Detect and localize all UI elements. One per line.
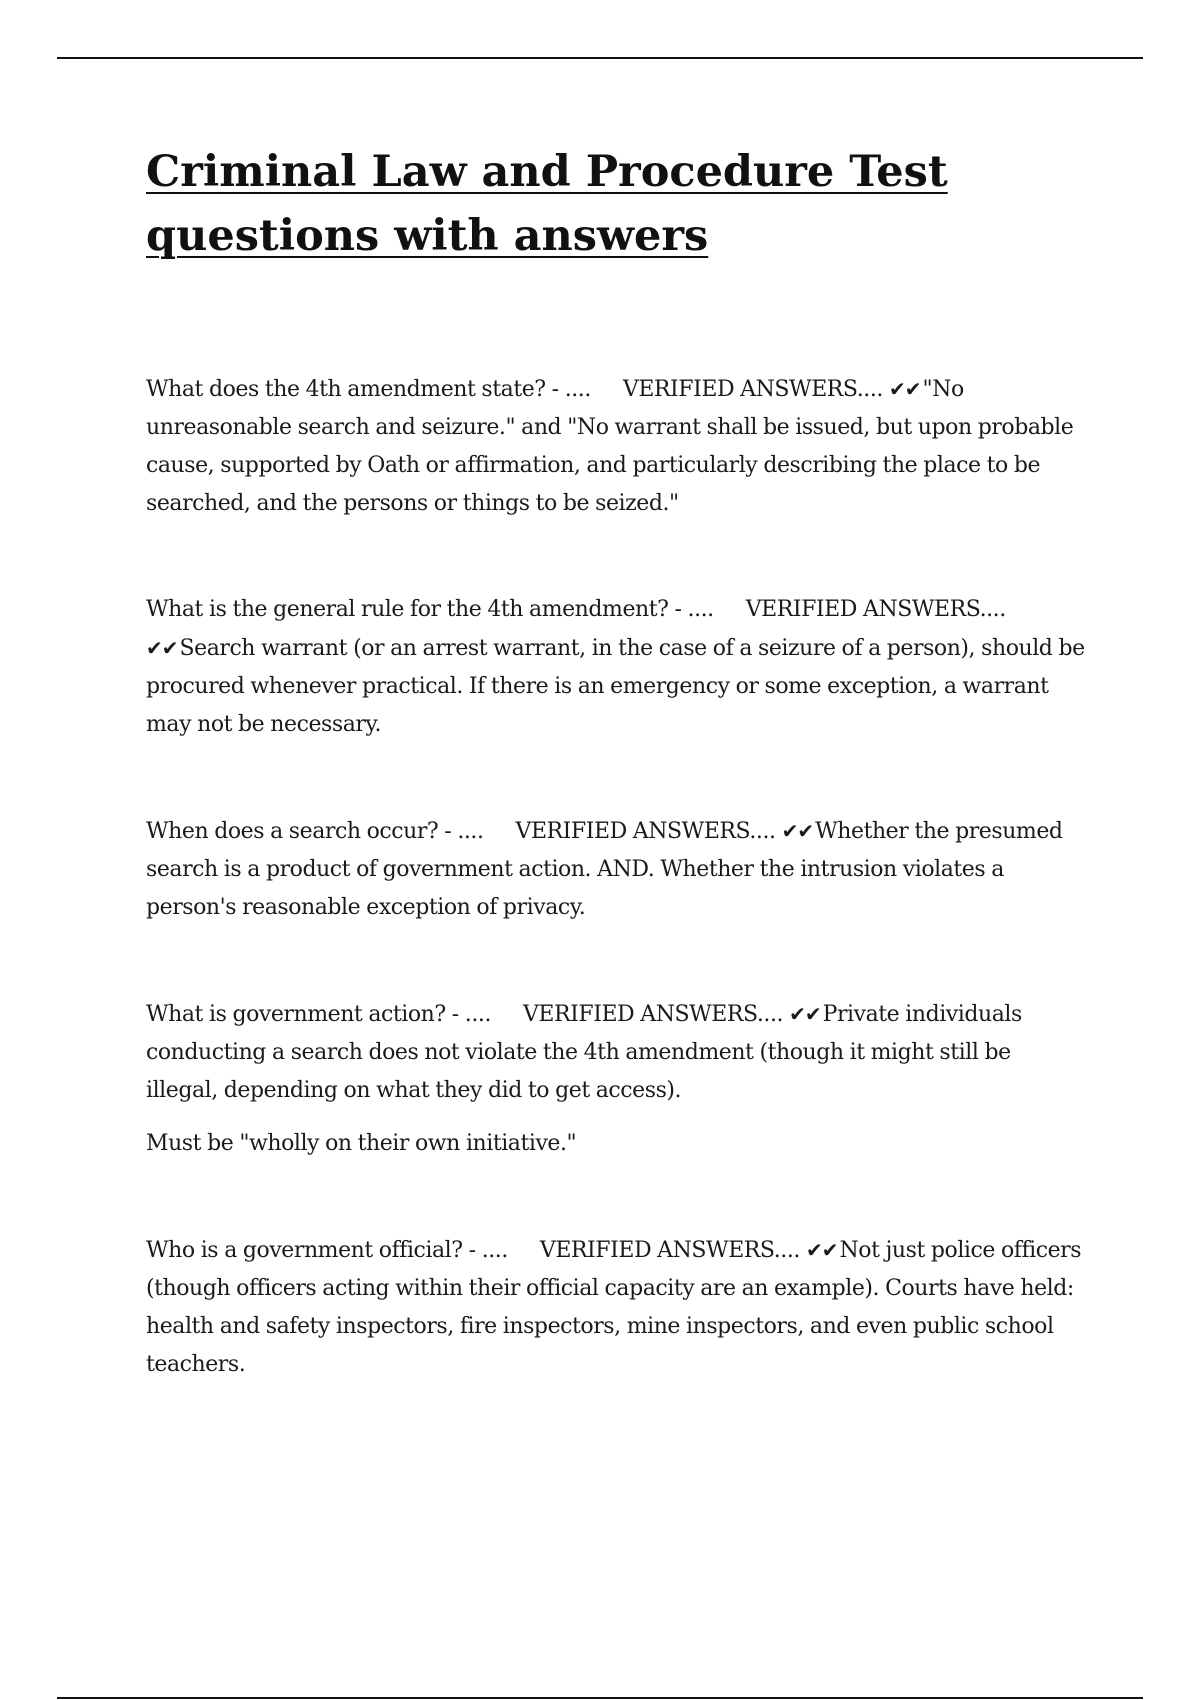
qa-item	[146, 812, 1086, 927]
question-text: Who is a government official?	[146, 1238, 463, 1263]
answer-text: Whether the presumed search is a product of government action. AND. Whether the intrusion violates a person's reasonable exception of privacy.	[146, 819, 1069, 920]
dash-marker: - ....	[674, 597, 714, 622]
verified-label: VERIFIED ANSWERS....	[622, 377, 883, 402]
check-mark-icon: ✔✔	[805, 1238, 838, 1262]
qa-item	[146, 370, 1086, 523]
dash-marker: - ....	[444, 819, 484, 844]
check-mark-icon: ✔✔	[146, 636, 178, 660]
dash-marker: - ....	[468, 1238, 508, 1263]
dash-marker: - ....	[451, 1002, 491, 1027]
question-text: What is government action?	[146, 1002, 446, 1027]
question-text: When does a search occur?	[146, 819, 439, 844]
qa-item	[146, 1231, 1086, 1384]
qa-paragraph	[146, 1231, 1086, 1384]
verified-label: VERIFIED ANSWERS....	[745, 597, 1006, 622]
dash-marker: - ....	[551, 377, 591, 402]
verified-label: VERIFIED ANSWERS....	[515, 819, 776, 844]
qa-item	[146, 591, 1091, 744]
qa-paragraph	[146, 812, 1086, 927]
document-body	[146, 140, 1091, 1452]
answer-extra-text: Must be "wholly on their own initiative."	[146, 1131, 577, 1156]
question-text: What does the 4th amendment state?	[146, 377, 546, 402]
top-rule	[57, 57, 1143, 59]
verified-label: VERIFIED ANSWERS....	[539, 1238, 800, 1263]
document-title: Criminal Law and Procedure Test questions with answers	[146, 147, 948, 261]
qa-paragraph	[146, 370, 1086, 523]
qa-paragraph	[146, 591, 1091, 744]
check-mark-icon: ✔✔	[781, 819, 814, 843]
answer-text: Private individuals conducting a search does not violate the 4th amendment (though it might still be illegal, depending on what they did to get access).	[146, 1002, 1028, 1103]
check-mark-icon: ✔✔	[789, 1002, 821, 1026]
answer-text: Not just police officers (though officers acting within their official capacity are an example). Courts have held: health and safety inspectors, fire inspectors, mine inspectors, and even public school teachers.	[146, 1238, 1088, 1377]
answer-text: "No unreasonable search and seizure." and "No warrant shall be issued, but upon probable cause, supported by Oath or affirmation, and particularly describing the place to be searched, and the persons or things to be seized."	[146, 377, 1080, 516]
question-text: What is the general rule for the 4th amendment?	[146, 597, 669, 622]
check-mark-icon: ✔✔	[888, 377, 921, 401]
qa-item	[146, 995, 1086, 1163]
answer-text: Search warrant (or an arrest warrant, in the case of a seizure of a person), should be procured whenever practical. If there is an emergency or some exception, a warrant may not be necessary.	[146, 636, 1091, 737]
verified-label: VERIFIED ANSWERS....	[522, 1002, 784, 1027]
qa-paragraph	[146, 995, 1086, 1110]
bottom-rule	[57, 1697, 1143, 1699]
qa-list	[146, 370, 1091, 1384]
